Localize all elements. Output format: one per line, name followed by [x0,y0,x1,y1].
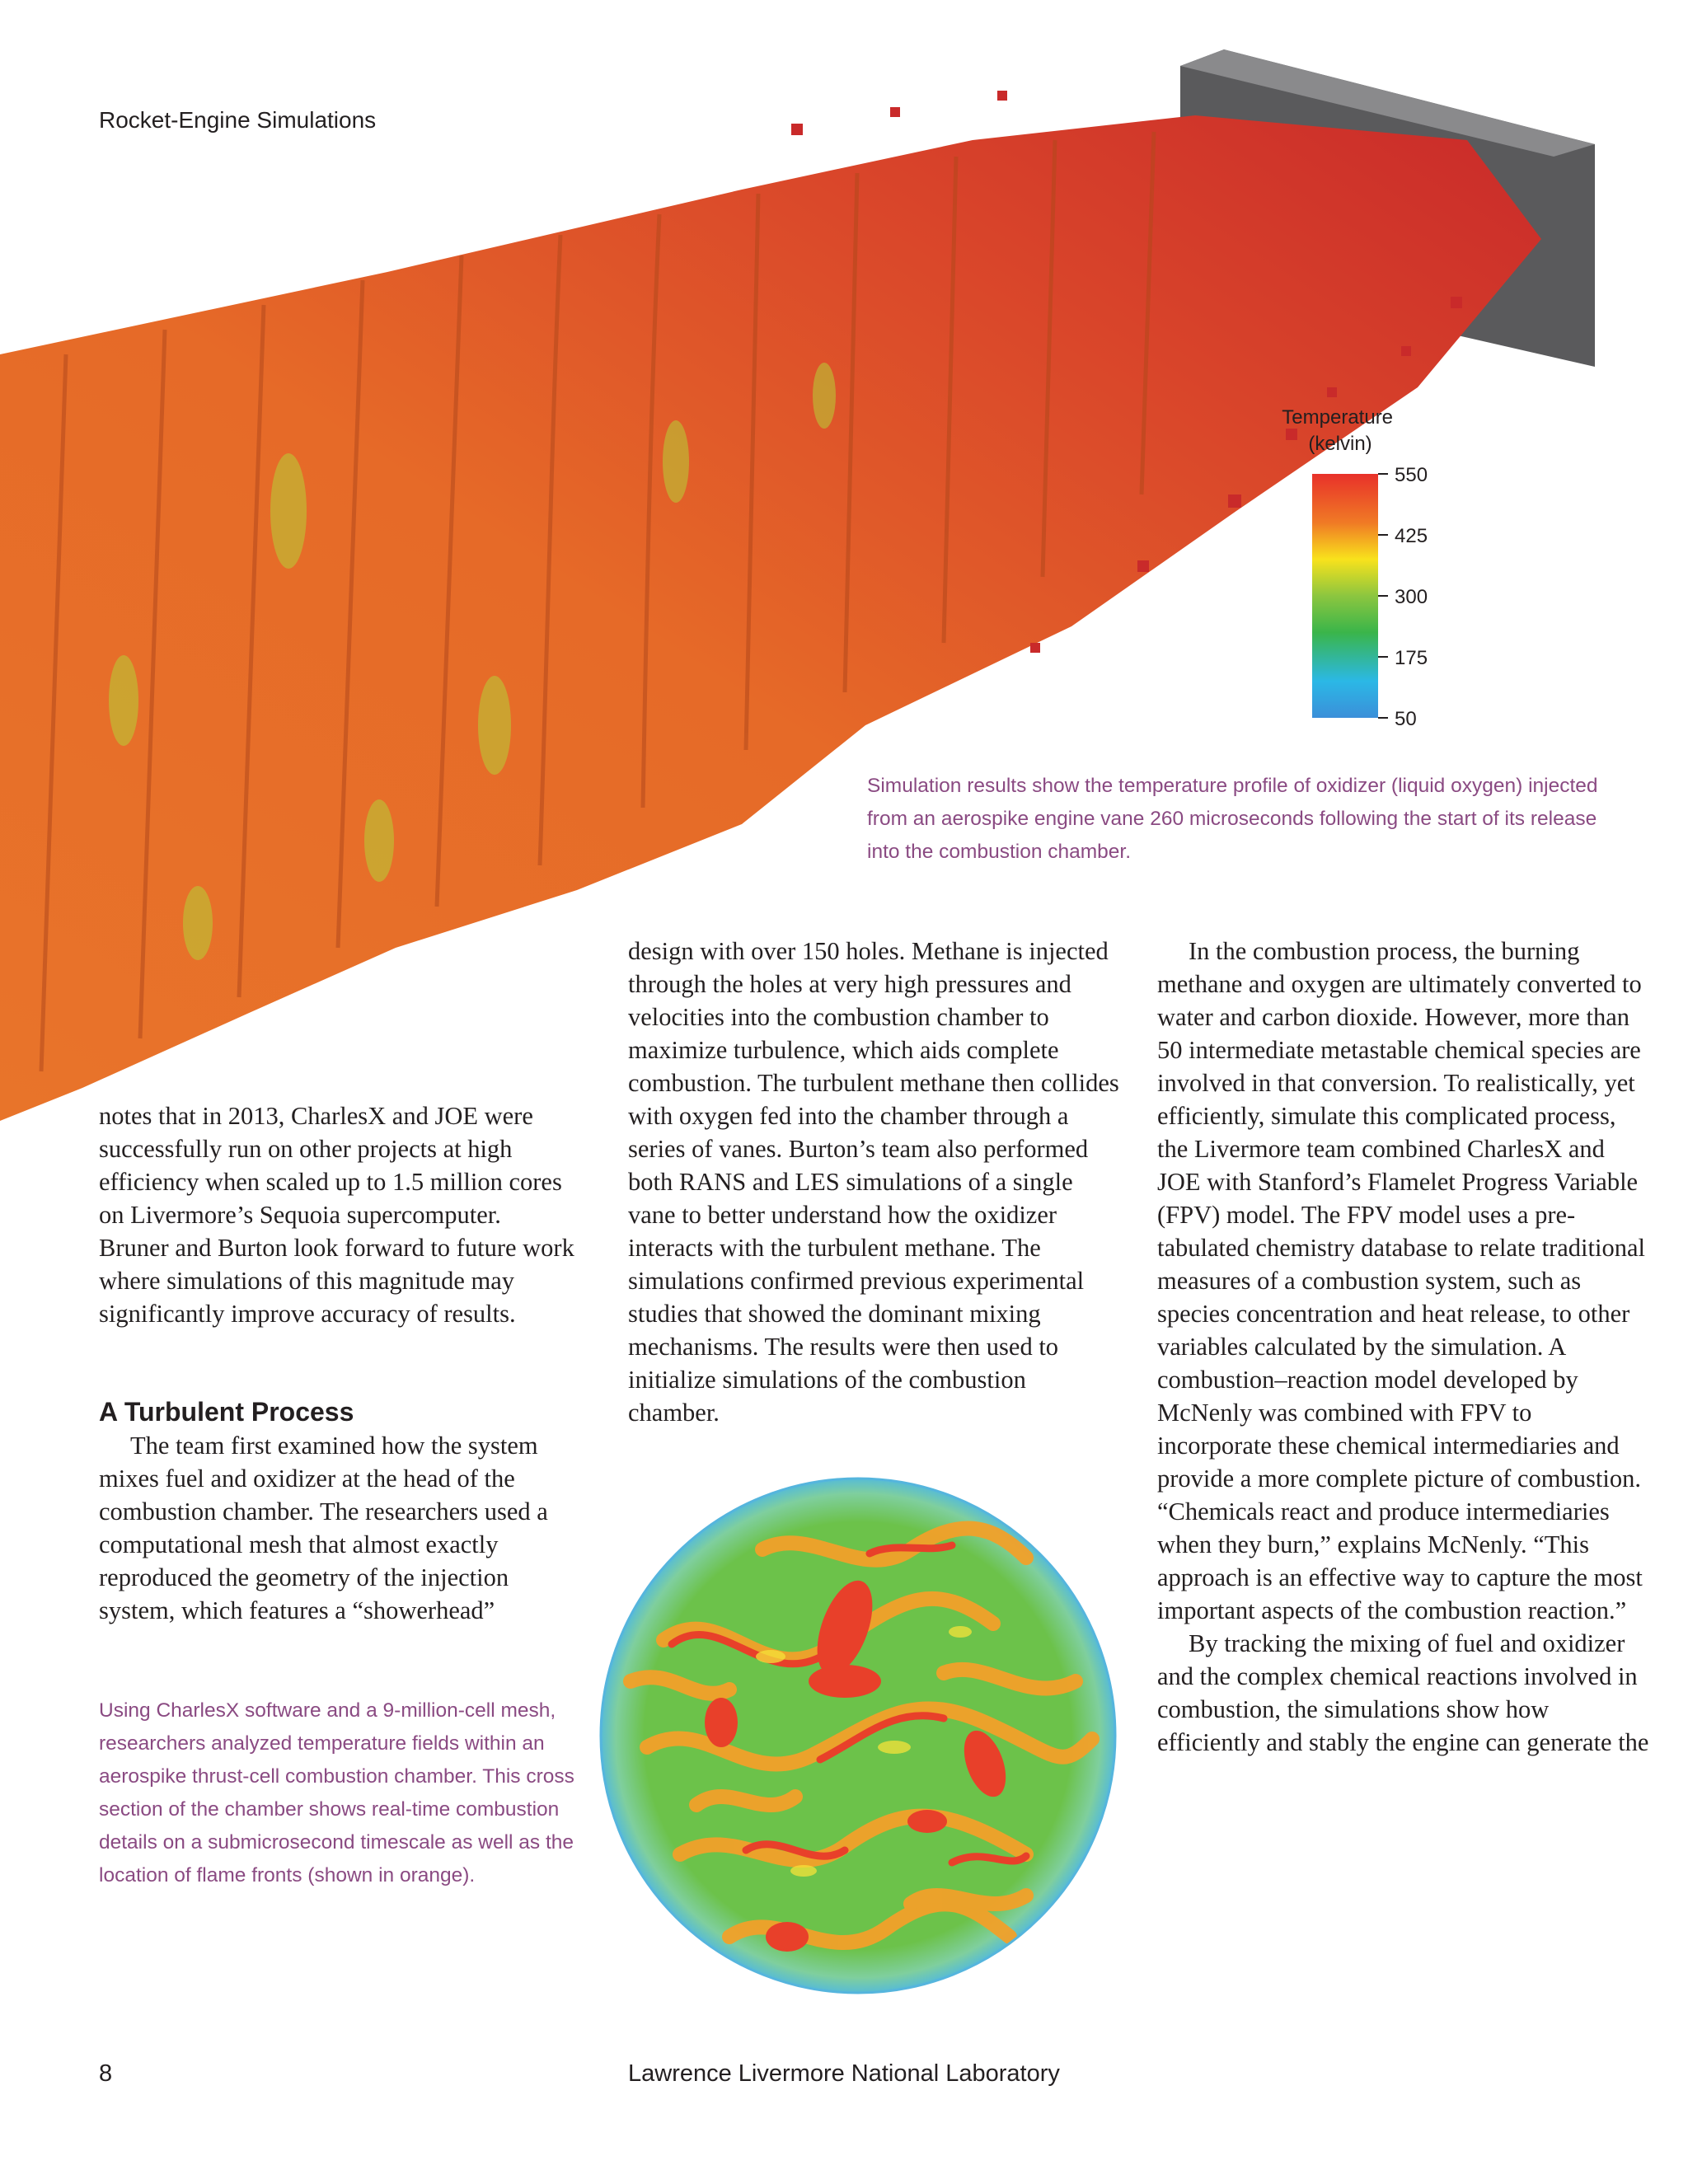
body-column-left-bottom [99,1429,577,1627]
footer-lab-name: Lawrence Livermore National Laboratory [628,2060,1060,2087]
body-column-left-top [99,1099,577,1330]
legend-tick-label: 50 [1395,708,1417,730]
body-paragraph: notes that in 2013, CharlesX and JOE were successfully run on other projects at high efficiency when scaled up to 1.5 million cores on Livermore’s Sequoia supercomputer. Bruner and Burton look forward to future work where simulations of this magnitude may significantly improve accuracy of results. [99,1102,574,1328]
section-heading: A Turbulent Process [99,1397,354,1427]
legend-tick-label: 175 [1395,647,1428,669]
body-paragraph: In the combustion process, the burning methane and oxygen are ultimately converted to water and carbon dioxide. However, more than 50 intermediate metastable chemical species are involved in that conversion. To realistically, yet efficiently, simulate this complicated process, the Livermore team combined CharlesX and JOE with Stanford’s Flamelet Progress Variable (FPV) model. The FPV model uses a pre-tabulated chemistry database to relate traditional measures of a combustion system, such as species concentration and heat release, to other variables calculated by the simulation. A combustion–reaction model developed by McNenly was combined with FPV to incorporate these chemical intermediaries and provide a more complete picture of combustion. “Chemicals react and produce intermediaries when they burn,” explains McNenly. “This approach is an effective way to capture the most important aspects of the combustion reaction.” [1157,937,1645,1624]
legend-tick-label: 425 [1395,525,1428,547]
page-number: 8 [99,2060,113,2087]
body-paragraph: design with over 150 holes. Methane is injected through the holes at very high pressures and velocities into the combustion chamber to maximize turbulence, which aids complete combustion. The turbulent methane then collides with oxygen fed into the chamber through a series of vanes. Burton’s team also performed both RANS and LES simulations of a single vane to better understand how the oxidizer interacts with the turbulent methane. The simulations confirmed previous experimental studies that showed the dominant mixing mechanisms. The results were then used to initialize simulations of the combustion chamber. [628,937,1119,1427]
body-column-right [1157,935,1652,1759]
body-column-middle [628,935,1123,1429]
chamber-cross-section-image [598,1475,1118,1996]
legend-ticks [1378,464,1428,730]
figure-caption-bottom: Using CharlesX software and a 9-million-cell mesh, researchers analyzed temperature fields within an aerospike thrust-cell combustion chamber. This cross section of the chamber shows real-time combustion details on a submicrosecond timescale as well as the location of flame fronts (shown in orange). [99,1699,574,1886]
running-head: Rocket-Engine Simulations [99,107,377,133]
legend-title-line2: (kelvin) [1308,433,1372,455]
figure-caption-top: Simulation results show the temperature profile of oxidizer (liquid oxygen) injected from an aerospike engine vane 260 microseconds following the start of its release into the combustion chamber. [867,775,1598,863]
body-paragraph: The team first examined how the system mixes fuel and oxidizer at the head of the combustion chamber. The researchers used a computational mesh that almost exactly reproduced the geometry of the injection system, which features a “showerhead” [99,1432,548,1624]
legend-title-line1: Temperature [1282,406,1394,429]
legend-tick-label: 300 [1395,586,1428,608]
body-paragraph: By tracking the mixing of fuel and oxidizer and the complex chemical reactions involved in combustion, the simulations show how efficiently and stably the engine can generate the [1157,1629,1649,1756]
legend-tick-label: 550 [1395,464,1428,486]
legend-colorbar [1312,474,1378,718]
